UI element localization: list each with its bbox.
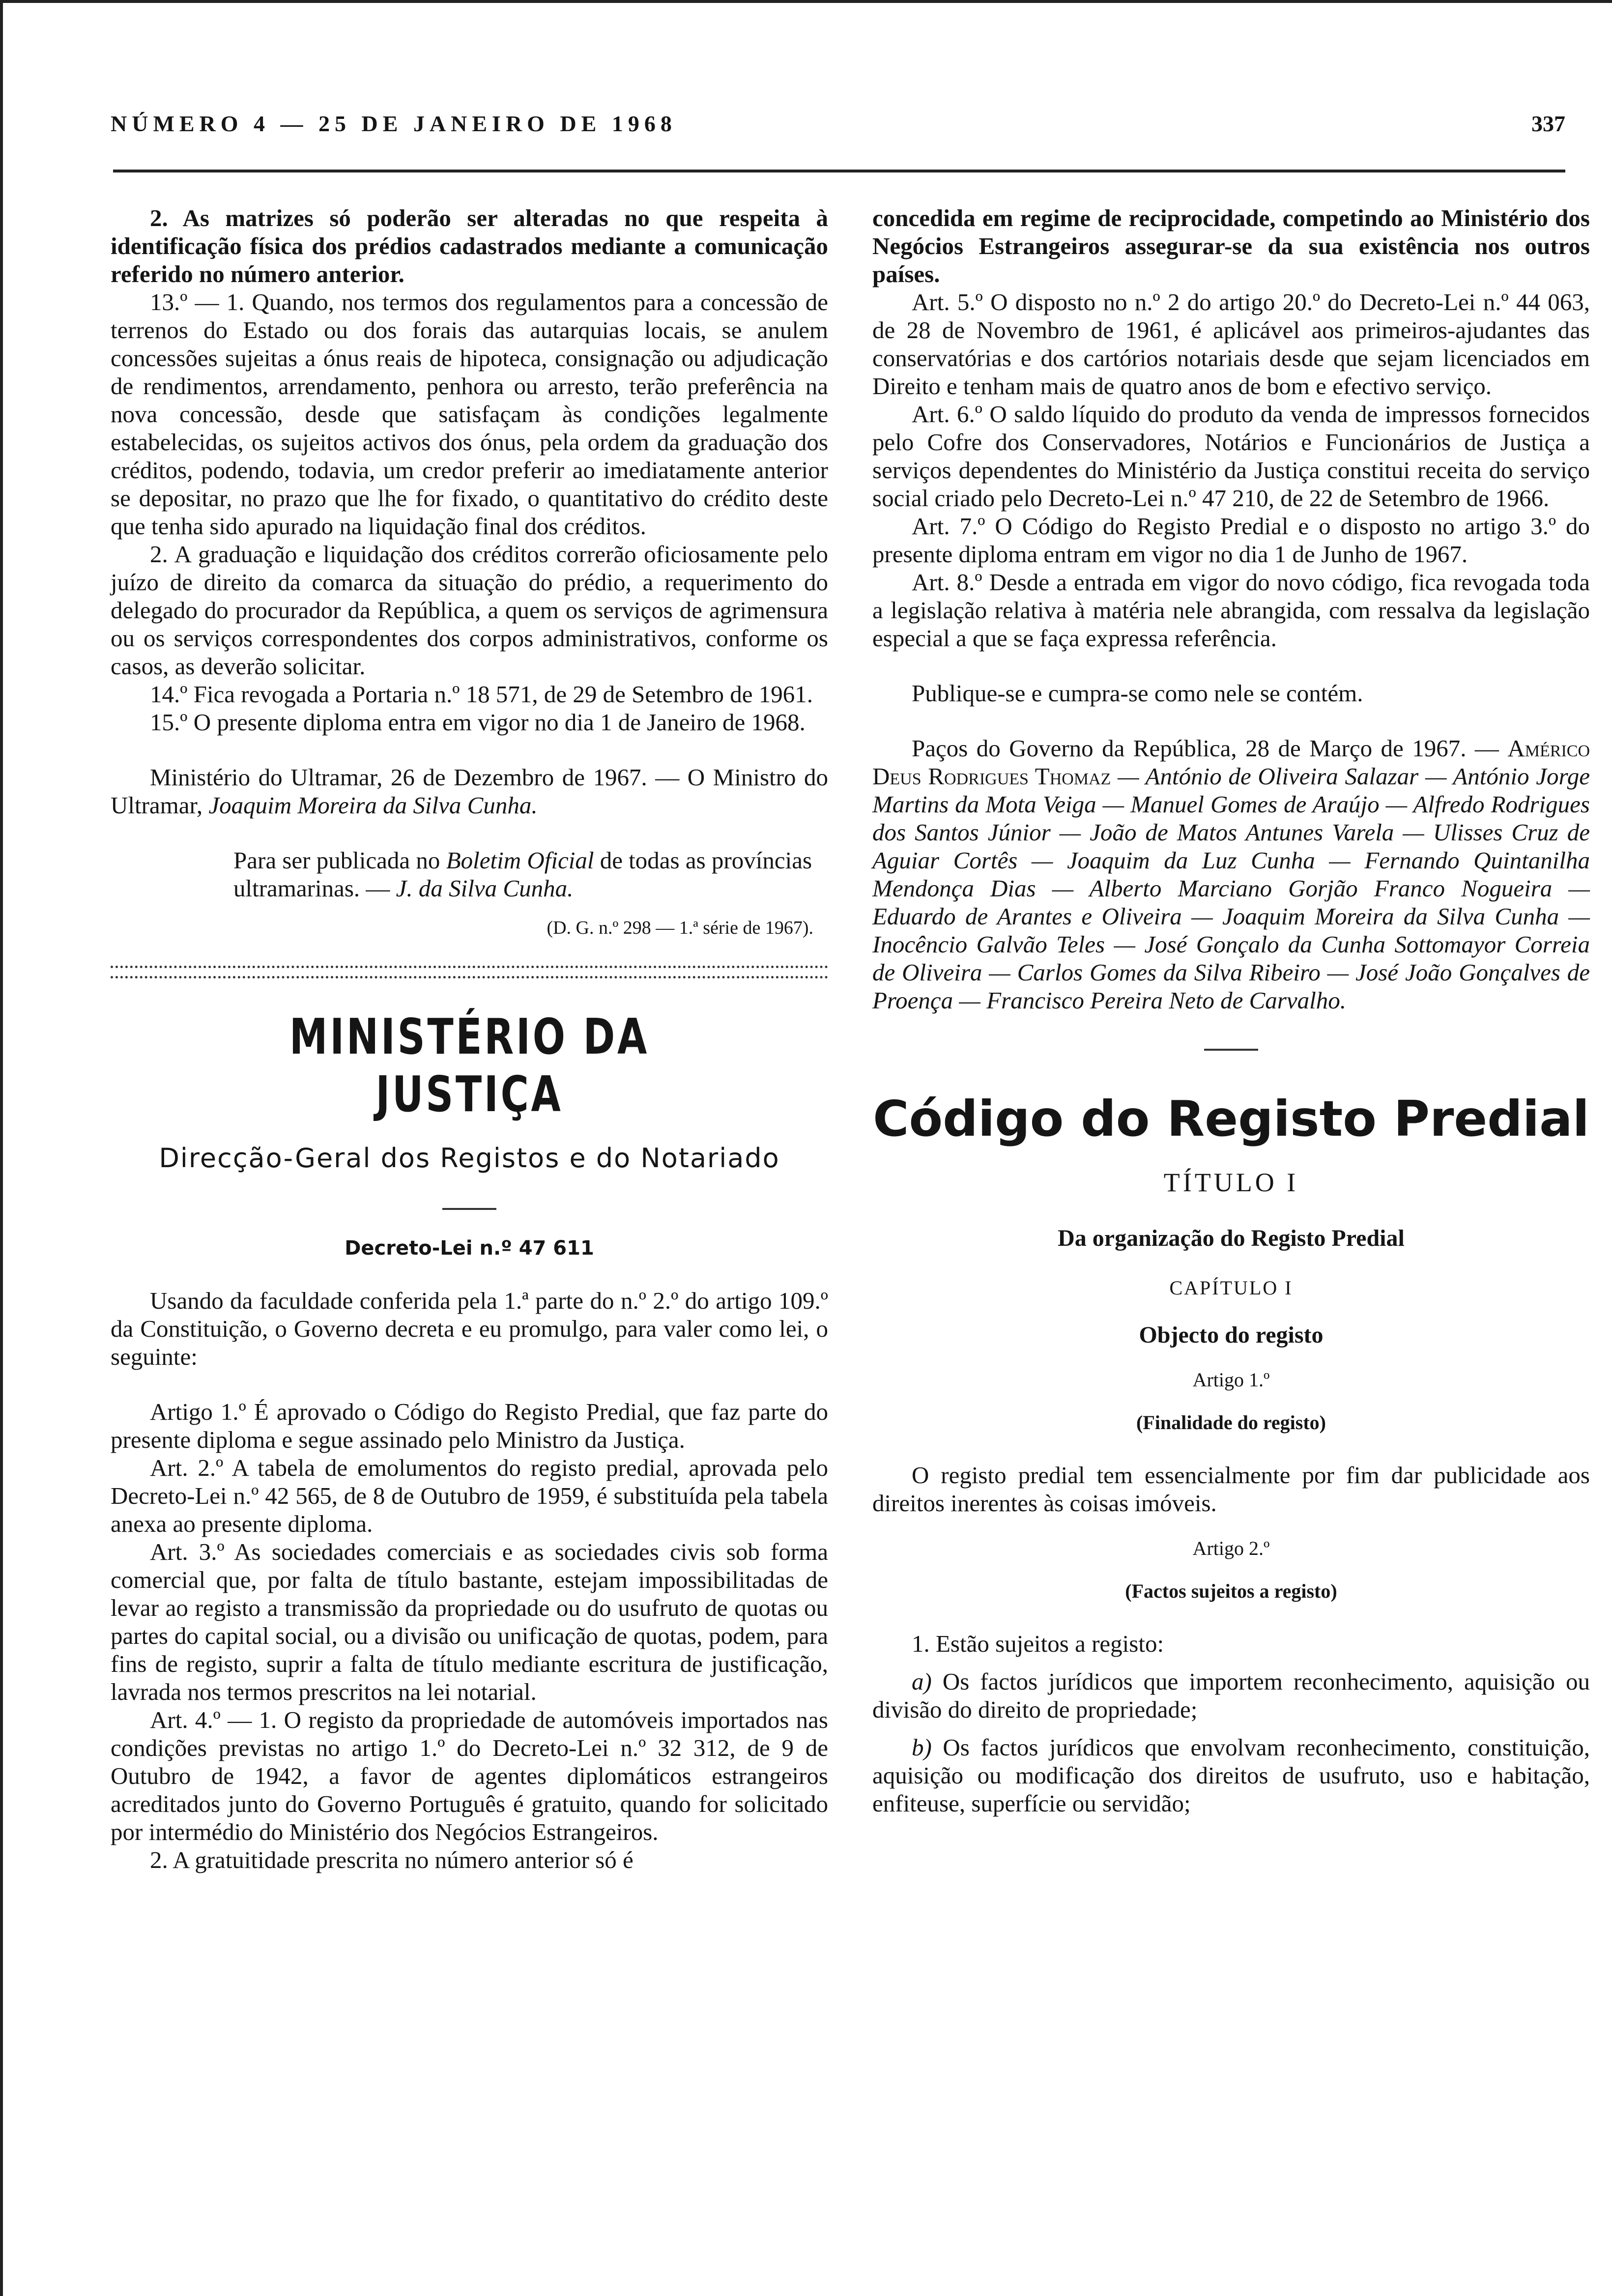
decree-number: Decreto-Lei n.º 47 611 xyxy=(345,1237,594,1260)
ministry-heading: MINISTÉRIO DA JUSTIÇA xyxy=(289,1008,650,1123)
note-mid: de todas as províncias ultramarinas. — xyxy=(233,847,812,902)
ultramar-signoff xyxy=(111,763,828,819)
header-issue-date: NÚMERO 4 — 25 DE JANEIRO DE 1968 xyxy=(111,111,677,136)
page-top-border xyxy=(0,0,1612,3)
paragraph-art-2: Art. 2.º A tabela de emolumentos do registo predial, aprovada pelo Decreto-Lei n.º 42 565, de 8 de Outubro de 1959, é substituída pela tabela anexa ao presente diploma. xyxy=(111,1454,828,1537)
paragraph-art-3: Art. 3.º As sociedades comerciais e as sociedades civis sob forma comercial que, por falta de título bastante, estejam impossibilitadas de levar ao registo a transmissão da propriedade ou do usufruto de quotas ou partes do capital social, ou a divisão ou unificação de quotas, podem, para fins de registo, suprir a falta de título mediante escritura de justificação, lavrada nos termos prescritos na lei notarial. xyxy=(111,1538,828,1705)
publication-note xyxy=(233,846,828,902)
article-2-intro: 1. Estão sujeitos a registo: xyxy=(912,1630,1164,1657)
publish-formula: Publique-se e cumpra-se como nele se contém. xyxy=(912,680,1363,707)
paragraph-art-1: Artigo 1.º É aprovado o Código do Registo Predial, que faz parte do presente diploma e segue assinado pelo Ministro da Justiça. xyxy=(111,1398,828,1453)
right-column xyxy=(872,204,1590,1817)
note-signature: J. da Silva Cunha. xyxy=(396,875,574,902)
source-reference: (D. G. n.º 298 — 1.ª série de 1967). xyxy=(547,918,813,938)
paragraph-preamble: Usando da faculdade conferida pela 1.ª parte do n.º 2.º do artigo 109.º da Constituição, o Governo decreta e eu promulgo, para valer como lei, o seguinte: xyxy=(111,1287,828,1370)
short-divider xyxy=(442,1208,496,1210)
paragraph-article-14: 14.º Fica revogada a Portaria n.º 18 571, de 29 de Setembro de 1961. xyxy=(150,681,813,708)
article-2-title: (Factos sujeitos a registo) xyxy=(1125,1580,1337,1602)
paragraph-art-5: Art. 5.º O disposto no n.º 2 do artigo 20.º do Decreto-Lei n.º 44 063, de 28 de Novembro de 1961, é aplicável aos primeiros-ajudantes das conservatórias e dos cartórios notariais desde que sejam licenciados em Direito e tenham mais de quatro anos de bom e efectivo serviço. xyxy=(872,288,1590,400)
paragraph-article-13-2: 2. A graduação e liquidação dos créditos correrão oficiosamente pelo juízo de direito da comarca da situação do prédio, a requerimento do delegado do procurador da República, a quem os serviços de agrimensura ou os serviços correspondentes dos corpos administrativos, conforme os casos, as deverão solicitar. xyxy=(111,541,828,680)
article-2-item-b xyxy=(872,1733,1590,1817)
paragraph-article-13-1: 13.º — 1. Quando, nos termos dos regulamentos para a concessão de terrenos do Estado ou dos forais das autarquias locais, se anulem concessões sujeitas a ónus reais de hipoteca, consignação ou adjudicação de rendimentos, arrendamento, penhora ou arresto, terão preferência na nova concessão, desde que satisfaçam às condições legalmente estabelecidas, os sujeitos activos dos ónus, pela ordem da graduação dos créditos, podendo, todavia, um credor preferir ao imediatamente anterior se depositar, no prazo que lhe for fixado, o quantitativo do crédito deste que tenha sido apurado na liquidação final dos créditos. xyxy=(111,288,828,540)
president-name: Américo Deus Rodrigues Thomaz xyxy=(872,735,1590,790)
chapter-subheading: Objecto do registo xyxy=(1139,1322,1324,1348)
running-header xyxy=(111,111,1565,150)
item-b-label: b) xyxy=(912,1734,932,1761)
page-number: 337 xyxy=(1531,111,1565,136)
paragraph-art-7: Art. 7.º O Código do Registo Predial e o disposto no artigo 3.º do presente diploma entram em vigor no dia 1 de Junho de 1967. xyxy=(872,513,1590,568)
article-1-heading: Artigo 1.º xyxy=(1192,1369,1270,1391)
note-lead: Para ser publicada no xyxy=(233,847,440,874)
left-column xyxy=(111,204,828,1874)
code-title: Código do Registo Predial xyxy=(873,1090,1589,1148)
title-heading: TÍTULO I xyxy=(1163,1168,1299,1197)
signatories xyxy=(872,734,1590,1014)
paragraph-art-8: Art. 8.º Desde a entrada em vigor do novo código, fica revogada toda a legislação relativa à matéria nele abrangida, com ressalva da legislação especial a que se faça expressa referência. xyxy=(872,569,1590,652)
article-1-text: O registo predial tem essencialmente por fim dar publicidade aos direitos inerentes às coisas imóveis. xyxy=(872,1462,1590,1517)
paragraph-article-15: 15.º O presente diploma entra em vigor no dia 1 de Janeiro de 1968. xyxy=(150,709,806,736)
article-1-title: (Finalidade do registo) xyxy=(1136,1411,1326,1434)
article-2-heading: Artigo 2.º xyxy=(1192,1537,1270,1559)
page-left-border xyxy=(0,0,3,2296)
paragraph-matrices: 2. As matrizes só poderão ser alteradas no que respeita à identificação física dos prédios cadastrados mediante a comunicação referido no número anterior. xyxy=(111,204,828,287)
item-a-text: Os factos jurídicos que importem reconhecimento, aquisição ou divisão do direito de propriedade; xyxy=(872,1668,1590,1723)
article-2-item-a xyxy=(872,1667,1590,1723)
item-a-label: a) xyxy=(912,1668,932,1695)
directorate-heading: Direcção-Geral dos Registos e do Notariado xyxy=(159,1143,780,1174)
short-divider-right xyxy=(1204,1049,1258,1051)
ministers-list: — António de Oliveira Salazar — António Jorge Martins da Mota Veiga — Manuel Gomes de Araújo — Alfredo Rodrigues dos Santos Júnior — João de Matos Antunes Varela — Ulisses Cruz de Aguiar Cortês — Joaquim da Luz Cunha — Fernando Quintanilha Mendonça Dias — Alberto Marciano Gorjão Franco Nogueira — Eduardo de Arantes e Oliveira — Joaquim Moreira da Silva Cunha — Inocêncio Galvão Teles — José Gonçalo da Cunha Sottomayor Correia de Oliveira — Carlos Gomes da Silva Ribeiro — José João Gonçalves de Proença — Francisco Pereira Neto de Carvalho. xyxy=(872,763,1590,1014)
palace-date: Paços do Governo da República, 28 de Março de 1967. — xyxy=(912,735,1499,762)
paragraph-art-4-1: Art. 4.º — 1. O registo da propriedade de automóveis importados nas condições previstas no artigo 1.º do Decreto-Lei n.º 32 312, de 9 de Outubro de 1942, a favor de agentes diplomáticos estrangeiros acreditados junto do Governo Português é gratuito, quando for solicitado por intermédio do Ministério dos Negócios Estrangeiros. xyxy=(111,1706,828,1845)
ornamental-divider xyxy=(111,966,828,978)
header-rule xyxy=(113,170,1565,172)
signoff-text: Ministério do Ultramar, 26 de Dezembro de 1967. — O Ministro do Ultramar, xyxy=(111,764,828,819)
item-b-text: Os factos jurídicos que envolvam reconhecimento, constituição, aquisição ou modificação dos direitos de usufruto, uso e habitação, enfiteuse, superfície ou servidão; xyxy=(872,1734,1590,1817)
paragraph-art-6: Art. 6.º O saldo líquido do produto da venda de impressos fornecidos pelo Cofre dos Conservadores, Notários e Funcionários de Justiça a serviços dependentes do Ministério da Justiça constitui receita do serviço social criado pelo Decreto-Lei n.º 47 210, de 22 de Setembro de 1966. xyxy=(872,401,1590,512)
note-bulletin: Boletim Oficial xyxy=(446,847,594,874)
paragraph-art-4-2: 2. A gratuitidade prescrita no número anterior só é xyxy=(150,1846,633,1873)
chapter-heading: CAPÍTULO I xyxy=(1169,1277,1293,1299)
signoff-minister: Joaquim Moreira da Silva Cunha. xyxy=(208,792,538,819)
title-subheading: Da organização do Registo Predial xyxy=(1058,1225,1405,1251)
paragraph-reciprocity: concedida em regime de reciprocidade, competindo ao Ministério dos Negócios Estrangeiros assegurar-se da sua existência nos outros países. xyxy=(872,204,1590,287)
